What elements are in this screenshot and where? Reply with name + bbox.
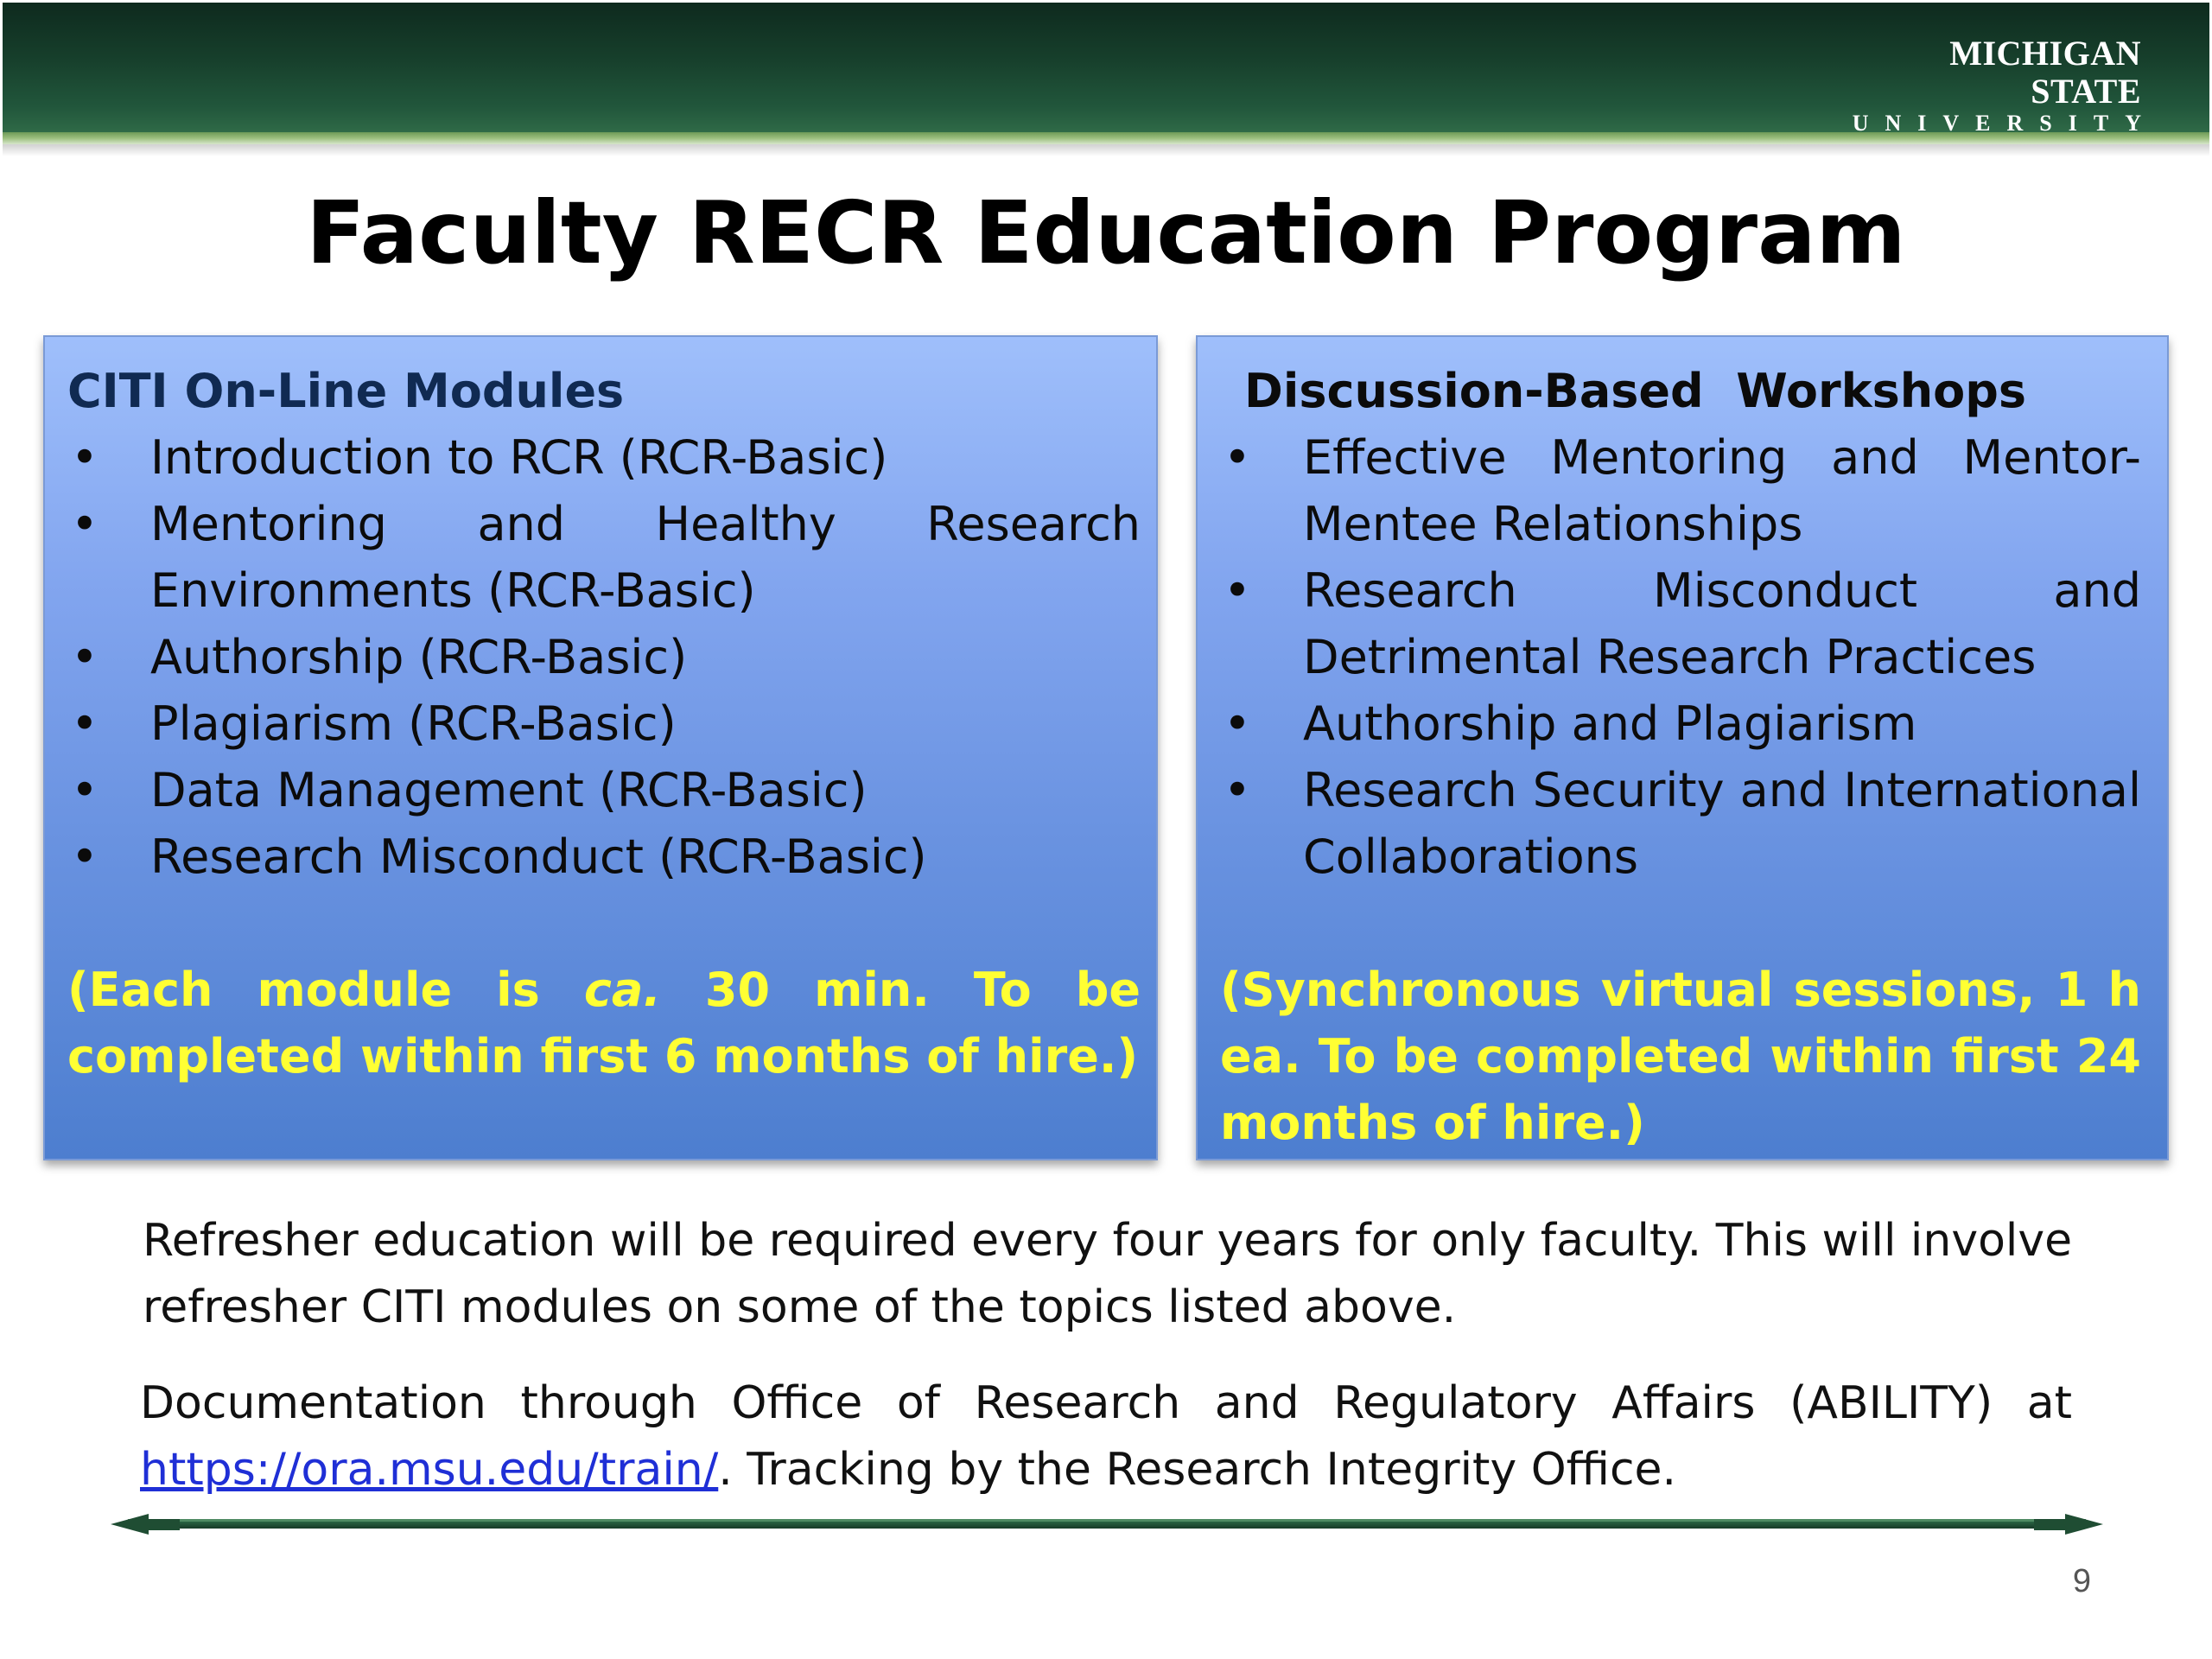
list-item-text: Data Management (RCR-Basic) xyxy=(150,763,868,817)
bullet-icon: • xyxy=(71,830,99,884)
list-item xyxy=(67,690,1141,757)
logo-line-1: MICHIGAN STATE xyxy=(1949,34,2141,111)
documentation-paragraph xyxy=(140,1370,2072,1503)
list-item xyxy=(67,823,1141,890)
note-italic-text: ca. xyxy=(583,963,661,1017)
bullet-icon: • xyxy=(1224,430,1251,485)
list-item-text: Plagiarism (RCR-Basic) xyxy=(150,696,677,751)
documentation-text: Documentation through Office of Research and Regulatory Affairs (ABILITY) at xyxy=(140,1377,2072,1429)
bullet-icon: • xyxy=(71,696,99,751)
list-item-text: Introduction to RCR (RCR-Basic) xyxy=(150,430,888,485)
bullet-icon: • xyxy=(1224,696,1251,751)
workshops-box xyxy=(1196,335,2169,1160)
workshops-note: (Synchronous virtual sessions, 1 h ea. To be completed within first 24 months of hire.) xyxy=(1220,963,2141,1150)
msu-logo xyxy=(1847,34,2158,137)
bullet-icon: • xyxy=(1224,763,1251,817)
bullet-icon: • xyxy=(71,763,99,817)
citi-modules-box xyxy=(43,335,1158,1160)
list-item-text: Research Security and International Collaborations xyxy=(1303,763,2141,884)
list-item xyxy=(1220,690,2141,757)
list-item-text: Mentoring and Healthy Research Environments (RCR-Basic) xyxy=(150,497,1141,618)
note-text-1: (Each module is xyxy=(67,963,584,1017)
training-link[interactable]: https://ora.msu.edu/train/ xyxy=(140,1444,719,1496)
header-shadow xyxy=(3,144,2209,156)
tracking-text: . Tracking by the Research Integrity Office. xyxy=(718,1444,1677,1496)
list-item xyxy=(67,424,1141,491)
bullet-icon: • xyxy=(71,497,99,551)
list-item xyxy=(67,624,1141,690)
slide-title: Faculty RECR Education Program xyxy=(306,182,1906,283)
list-item xyxy=(1220,557,2141,690)
citi-modules-list xyxy=(67,424,1141,890)
list-item xyxy=(67,757,1141,823)
list-item-text: Authorship (RCR-Basic) xyxy=(150,630,688,684)
page-number: 9 xyxy=(2072,1563,2091,1599)
refresher-paragraph: Refresher education will be required every four years for only faculty. This will involve refresher CITI modules on some of the topics listed above. xyxy=(143,1215,2073,1333)
list-item-text: Effective Mentoring and Mentor-Mentee Relationships xyxy=(1303,430,2141,551)
citi-modules-note xyxy=(67,957,1141,1090)
list-item xyxy=(1220,424,2141,557)
bullet-icon: • xyxy=(71,430,99,485)
workshops-heading: Discussion-Based Workshops xyxy=(1244,364,2027,418)
workshops-list xyxy=(1220,424,2141,890)
note-text-2: 30 min. To be completed within first 6 months of hire.) xyxy=(67,963,1141,1084)
bullet-icon: • xyxy=(1224,563,1251,618)
list-item-text: Research Misconduct and Detrimental Research Practices xyxy=(1303,563,2141,684)
list-item xyxy=(67,491,1141,624)
workshops-content xyxy=(1220,358,2141,1156)
logo-line-2: UNIVERSITY xyxy=(1852,111,2158,136)
citi-modules-heading: CITI On-Line Modules xyxy=(67,364,625,418)
list-item-text: Authorship and Plagiarism xyxy=(1303,696,1917,751)
divider-arrow xyxy=(111,1510,2103,1538)
citi-modules-content xyxy=(67,358,1141,1090)
bullet-icon: • xyxy=(71,630,99,684)
list-item-text: Research Misconduct (RCR-Basic) xyxy=(150,830,927,884)
list-item xyxy=(1220,757,2141,890)
